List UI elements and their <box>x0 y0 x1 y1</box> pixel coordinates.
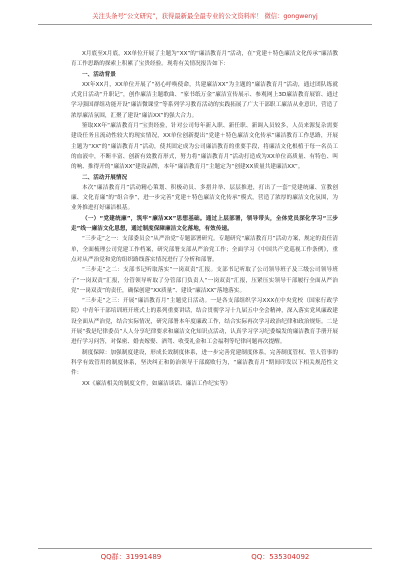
step-two-paragraph: “三步走”之二：支部书记听取落实“一岗双责”汇报。支部书记听取了公司领导班子及三级公司领导班子“一岗双责”汇报，分管领导听取了分管部门负责人“一岗双责”汇报，压紧压实领导干部履行全面从严治党“一岗双责”的责任，确保创建“XX质量”、建设“廉洁XX”落地落实。 <box>71 267 338 294</box>
step-three-paragraph: “三步走”之三：开展“廉洁教育月”主题党日活动。一是各支部组织学习XXX在中央党校（国家行政学院）中青年干部培训班开班式上的系列重要讲话，结合贯彻学习十九届五中全会精神，深入落实党风廉政建设全面从严治党，结合实际情况，研究部署本年度廉政工作，结合实际再次学习政治纪律和政治规矩。二是开展“我是纪律委员”人人分享纪律要求和廉洁文化知识点活动，认真学习学习纪委编发的廉洁教育手册开展进行学习问答，对保密、婚丧嫁娶、酒驾、收受礼金和工会福利等纪律问题再次提醒。 <box>71 298 338 346</box>
system-guarantee-paragraph: 制度保障：加强制度建设，形成长效制度体系，进一步完善党建制度体系，完善制度管权、管人管事的科学有效管用的制度体系，坚决纠正和防治领导干部腐败行为，“廉洁教育月”期间印发以下相关规范性文件： <box>71 349 338 377</box>
subsection-party-building <box>71 214 338 235</box>
background-paragraph-2: 鉴取XX年“廉洁教育月”宝贵经验，针对公司每年新入职、新任职、新调入员较多，人员来源复杂需要建设任务且流动性较大的现实情况，XX单位创新提出“党建＋特色廉洁文化传承”廉洁教育工作思路，开展主题为“XX”的“廉洁教育月”活动，使其固定成为公司廉洁教育的重要手段，将廉洁文化根植于每一名员工的血液中，不断丰富、创新有效教育形式，努力将“廉洁教育月”活动打造成为XX单位高质量、有特色、叫的响、推得开的“廉洁XX”建设品牌，本年“廉洁教育月”主题定为“创建XX质量共建廉洁XX”。 <box>71 123 338 171</box>
document-body <box>71 49 338 389</box>
step-one-paragraph: “三步走”之一：支部委员会“从严治党”专题部署研究。专题研究“廉洁教育月”活动方案，规定的责任清单，全面梳理公司党建工作档案，研究部署支部从严治党工作；全面学习《中国共产党巡视工作条例》，重点对从严治党和党的组织路线落实情况进行了分析和部署。 <box>71 236 338 263</box>
subsection-party-building-text: （一）“党建统廉”，筑牢“廉洁XX”思想基础。通过上层部署，领导带头，全体党员深化学习“三步走”线一廉洁文化思想，通过制度保障廉洁文化落地，有效传递。 <box>71 215 338 233</box>
page-footer-banner <box>38 548 372 562</box>
activities-intro-paragraph: 本次“廉洁教育月”活动精心策划、积极动员、多措并举、层层推进，打出了一套“党建统廉、宣教创廉、文化育廉”的“组合拳”，进一步完善“党建＋特色廉洁文化传承”模式，营造了浓厚的廉洁文化氛围，为业务推进打好廉洁根基。 <box>71 184 338 212</box>
intro-paragraph: X月底至X月底，XX单位开展了主题为“XX”的“廉洁教育月”活动，在“党建＋特色廉洁文化传承”廉洁教育工作思路的探索上积累了宝贵经验。现将有关情况报告如下： <box>71 51 338 68</box>
background-paragraph-1: XX年XX月，XX单位开展了“初心呼唤使命，共建廉洁XX”为主题的“廉洁教育月”活动，通过团队练就式党日活动“升职记”，创作廉洁主题歌曲、“家书纸万金”廉洁宣传展示、参观网上3D廉洁教育展馆、通过学习强国群组功能开设“廉洁微课堂”等系列学习教育活动的实践拓展了广大干部职工廉洁从业意识，营造了浓厚廉洁氛围，汇聚了建设“廉洁XX”的强大合力。 <box>71 81 338 119</box>
section-heading-activities: 二、活动开展情况 <box>82 174 128 181</box>
footer-qq-group: QQ群：31991489 <box>100 553 162 561</box>
page-header-banner <box>38 12 372 25</box>
footer-qq-contact: QQ：535304092 <box>251 553 310 561</box>
documents-list-paragraph: XX《廉洁相关的制度文件，如廉洁谈话、廉洁工作纪实等》 <box>82 380 231 387</box>
header-text: 关注头条号“公文研究”，获得最新最全最专业的公文资料库！ 微信：gongwenyj <box>92 13 318 20</box>
section-heading-background: 一、活动背景 <box>82 71 116 78</box>
